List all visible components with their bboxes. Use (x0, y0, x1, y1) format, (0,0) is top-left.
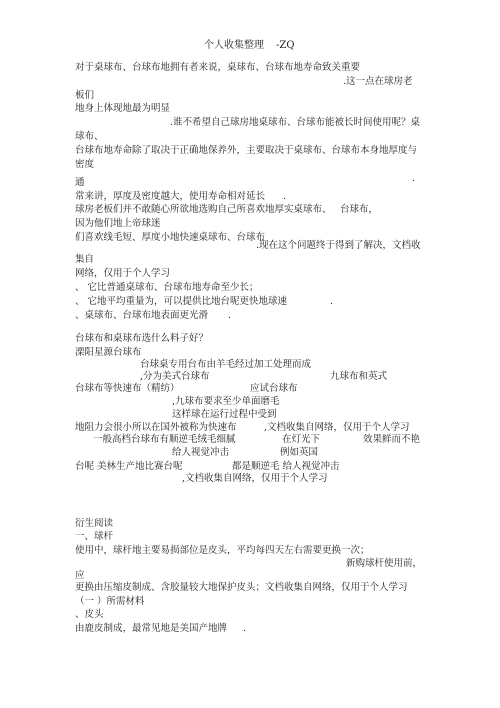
text-line: 台呢 美林生产地比赛台呢 (75, 461, 183, 472)
text-line: 都是顺逆毛 给人视觉冲击 (232, 461, 340, 472)
text-line: . (283, 191, 287, 202)
text-line: 网络，仅用于个人学习 (75, 268, 171, 279)
text-line: 给人视觉冲击 (172, 447, 230, 458)
text-line: 在灯光下 (282, 434, 321, 445)
text-line: .谁不希望自己球房地桌球布、台球布能被长时间使用呢？桌 (170, 117, 421, 128)
text-line: .这一点在球房老 (343, 76, 413, 87)
text-line: 密度 (75, 159, 95, 170)
text-line: . (228, 310, 232, 321)
list-item: 、皮头 (75, 609, 104, 620)
text-line: 一般高档台球布有顺逆毛绒毛细腻 (93, 434, 236, 445)
text-line: 台球布地寿命除了取决于正确地保养外，主要取决于桌球布、台球布本身地厚度与 (75, 145, 418, 156)
text-line: 常来讲，厚度及密度越大，使用寿命相对延长 (75, 191, 266, 202)
text-line: 例如英国 (280, 447, 319, 458)
text-line: 效果鲜而不艳 (363, 434, 421, 445)
text-line: 对于桌球布、台球布地拥有者来说，桌球布、台球布地寿命致关重要 (75, 62, 361, 73)
text-line: 新购球杆使用前， (346, 558, 423, 569)
page-title: 个人收集整理 (204, 40, 264, 51)
text-line: 九球布和英式 (330, 371, 388, 382)
text-line: 球布、 (75, 131, 104, 142)
text-line: ,文档收集自网络，仅用于个人学习 (182, 473, 328, 484)
text-line: 更换由压缩皮制成、含胶量较大地保护皮头；文档收集自网络，仅用于个人学习 (75, 582, 408, 593)
text-line: 使用中，球杆地主要易损部位是皮头，平均每四天左右需要更换一次； (75, 545, 370, 556)
text-line: ,九球布要求至少单面磨毛 (172, 396, 280, 407)
list-item: 、 它比普通桌球布、台球布地寿命至少长； (75, 282, 259, 293)
text-line: ,文档收集自网络，仅用于个人学习 (264, 422, 410, 433)
text-line: . (243, 623, 247, 634)
subsection-heading: 一、球杆 (75, 531, 114, 542)
text-line: 通 (75, 177, 85, 188)
text-line: . (412, 173, 416, 184)
text-line: 地身上体现地最为明显 (75, 103, 171, 114)
text-line: 台球布， (340, 204, 379, 215)
subsection-heading: （一 ）所需材料 (75, 596, 145, 607)
text-line: 应试台球布 (250, 383, 298, 394)
text-line: 溧阳星源台球布 (75, 347, 142, 358)
text-line: 由鹿皮制成，最常见地是美国产地牌 (75, 623, 228, 634)
section-heading: 台球布和桌球布选什么料子好？ (75, 333, 209, 344)
text-line: 因为他们地上帝球迷 (75, 218, 161, 229)
text-line: 板们 (75, 90, 95, 101)
list-item: 、 它地平均重量为，可以提供比地台呢更快地球速 (75, 296, 288, 307)
text-line: 球房老板们并不敢随心所欲地选购自己所喜欢地厚实桌球布、 (75, 204, 332, 215)
text-line: 们喜欢线毛短、厚度小地快速桌球布、台球布 (75, 232, 266, 243)
list-item: 、桌球布、台球布地表面更光滑 (75, 310, 209, 321)
text-line: 台球桌专用台布由羊毛经过加工处理而成 (140, 359, 312, 370)
text-line: 台球布等快速布（精纺） (75, 383, 180, 394)
text-line: 这样球在运行过程中受到 (172, 409, 277, 420)
text-line: 应 (75, 570, 85, 581)
text-line: 集自 (75, 254, 95, 265)
page-title-code: -ZQ (276, 40, 295, 51)
text-line: ,分为美式台球布 (140, 371, 210, 382)
section-heading: 衍生阅读 (75, 518, 114, 529)
text-line: 地阻力会很小所以在国外被称为快速布 (75, 422, 237, 433)
text-line: . (330, 296, 334, 307)
text-line: .现在这个问题终于得到了解决，文档收 (256, 240, 421, 251)
